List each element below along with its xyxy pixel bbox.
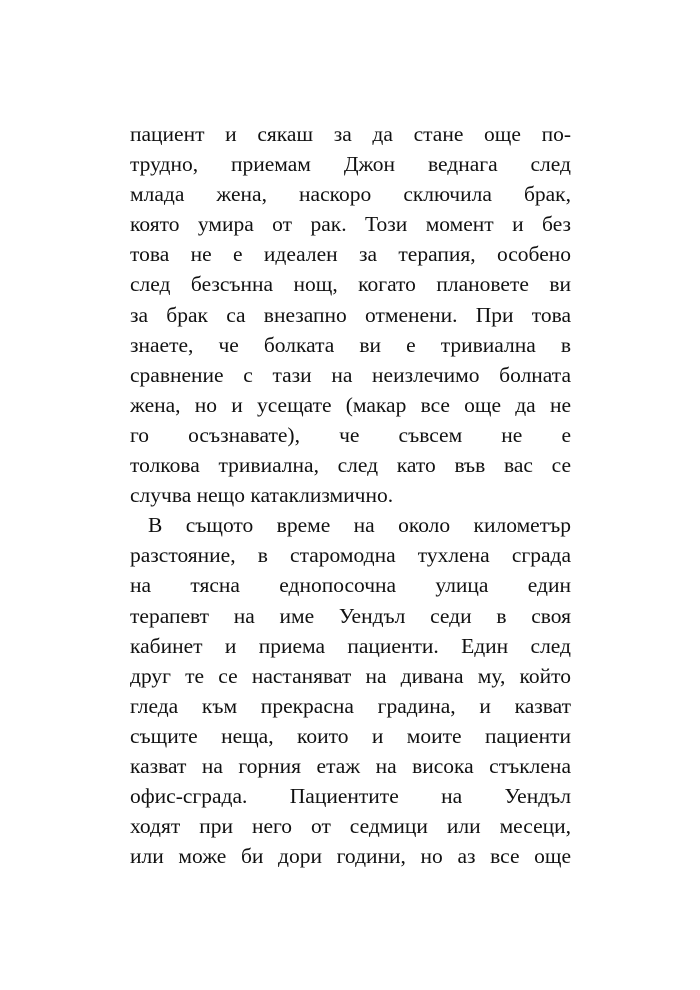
text-line: го осъзнавате), че съвсем не е	[130, 422, 571, 447]
text-line: толкова тривиална, след като във вас се	[130, 453, 571, 478]
text-line: казват на горния етаж на висока стъклена	[130, 753, 571, 778]
text-line: офис-сграда. Пациентите на Уендъл	[130, 784, 571, 809]
paragraph-1	[130, 119, 571, 510]
text-line: трудно, приемам Джон веднага след	[130, 152, 571, 177]
text-line: на тясна еднопосочна улица един	[130, 573, 571, 598]
text-line: пациент и сякаш за да стане още по-	[130, 122, 571, 146]
text-line: В същото време на около километър	[148, 513, 571, 538]
text-line: ходят при него от седмици или месеци,	[130, 814, 571, 839]
text-line: терапевт на име Уендъл седи в своя	[130, 603, 571, 628]
text-line: жена, но и усещате (макар все още да не	[130, 392, 571, 417]
text-line: това не е идеален за терапия, особено	[130, 242, 571, 267]
text-line: случва нещо катаклизмично.	[130, 483, 394, 508]
text-line: кабинет и приема пациенти. Един след	[130, 633, 571, 658]
text-line: млада жена, наскоро сключила брак,	[130, 182, 571, 207]
text-line: знаете, че болката ви е тривиална в	[130, 332, 571, 357]
text-line: която умира от рак. Този момент и без	[130, 212, 571, 237]
text-line: сравнение с тази на неизлечимо болната	[130, 362, 571, 387]
text-line: друг те се настаняват на дивана му, който	[130, 663, 571, 688]
text-line: за брак са внезапно отменени. При това	[130, 302, 571, 327]
text-line: същите неща, които и моите пациенти	[130, 723, 571, 748]
text-line: или може би дори години, но аз все още	[130, 844, 571, 869]
text-line: разстояние, в старомодна тухлена сграда	[130, 543, 571, 568]
paragraph-2	[130, 510, 571, 871]
book-page	[130, 119, 571, 871]
text-line: гледа към прекрасна градина, и казват	[130, 693, 571, 718]
text-line: след безсънна нощ, когато плановете ви	[130, 272, 571, 297]
